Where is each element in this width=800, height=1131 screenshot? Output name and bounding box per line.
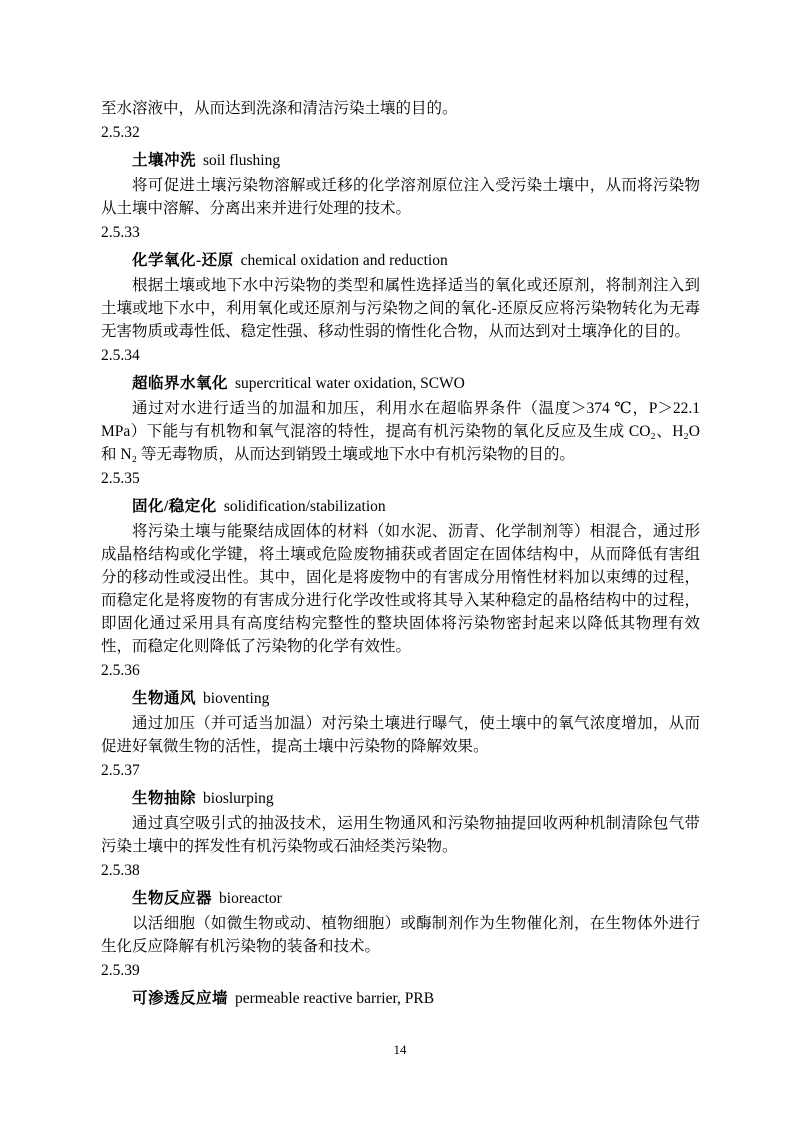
term-zh: 生物抽除	[132, 790, 197, 807]
term-definition: 将污染土壤与能聚结成固体的材料（如水泥、沥青、化学制剂等）相混合，通过形成晶格结构或化学键，将土壤或危险废物捕获或者固定在固体结构中，从而降低有害组分的移动性或浸出性。其中，固化是将废物中的有害成分用惰性材料加以束缚的过程，而稳定化是将废物的有害成分进行化学改性或将其导入某种稳定的晶格结构中的过程，即固化通过采用具有高度结构完整性的整块固体将污染物密封起来以降低其物理有效性，而稳定化则降低了污染物的化学有效性。	[101, 523, 700, 655]
term-heading	[101, 149, 700, 172]
page-number: 14	[393, 1042, 407, 1057]
term-definition: 通过加压（并可适当加温）对污染土壤进行曝气，使土壤中的氧气浓度增加，从而促进好氧微生物的活性，提高土壤中污染物的降解效果。	[101, 715, 700, 755]
section-number: 2.5.36	[101, 662, 140, 679]
term-heading	[101, 787, 700, 810]
term-en: soil flushing	[203, 152, 281, 169]
section-number: 2.5.35	[101, 470, 140, 487]
term-definition: 通过对水进行适当的加温和加压，利用水在超临界条件（温度＞374 ℃，P＞22.1 MPa）下能与有机物和氧气混溶的特性，提高有机污染物的氧化反应及生成 CO₂、H₂O 和 N₂ 等无毒物质，从而达到销毁土壤或地下水中有机污染物的目的。	[101, 400, 700, 463]
section-number: 2.5.34	[101, 347, 140, 364]
term-heading	[101, 887, 700, 910]
term-definition: 以活细胞（如微生物或动、植物细胞）或酶制剂作为生物催化剂，在生物体外进行生化反应降解有机污染物的装备和技术。	[101, 915, 700, 955]
term-section-2-5-37	[101, 759, 700, 858]
term-section-2-5-32	[101, 121, 700, 220]
term-en: chemical oxidation and reduction	[240, 252, 448, 269]
term-en: bioslurping	[203, 790, 274, 807]
term-en: bioreactor	[219, 890, 282, 907]
term-section-2-5-33	[101, 221, 700, 343]
term-zh: 超临界水氧化	[132, 375, 229, 392]
term-heading	[101, 687, 700, 710]
term-definition: 通过真空吸引式的抽汲技术，运用生物通风和污染物抽提回收两种机制清除包气带污染土壤中的挥发性有机污染物或石油烃类污染物。	[101, 815, 700, 855]
term-definition: 将可促进土壤污染物溶解或迁移的化学溶剂原位注入受污染土壤中，从而将污染物从土壤中溶解、分离出来并进行处理的技术。	[101, 177, 700, 217]
term-zh: 土壤冲洗	[132, 152, 197, 169]
term-definition: 根据土壤或地下水中污染物的类型和属性选择适当的氧化或还原剂，将制剂注入到土壤或地下水中，利用氧化或还原剂与污染物之间的氧化-还原反应将污染物转化为无毒无害物质或毒性低、稳定性强、移动性弱的惰性化合物，从而达到对土壤净化的目的。	[101, 277, 700, 340]
term-zh: 可渗透反应墙	[132, 990, 229, 1007]
term-en: bioventing	[203, 690, 270, 707]
section-number: 2.5.39	[101, 962, 140, 979]
term-zh: 固化/稳定化	[132, 498, 217, 515]
term-zh: 生物反应器	[132, 890, 213, 907]
continuation-paragraph: 至水溶液中，从而达到洗涤和清洁污染土壤的目的。	[101, 100, 458, 117]
section-number: 2.5.38	[101, 862, 140, 879]
section-number: 2.5.33	[101, 224, 140, 241]
term-heading	[101, 372, 700, 395]
term-section-2-5-38	[101, 859, 700, 958]
term-en: permeable reactive barrier, PRB	[235, 990, 435, 1007]
term-en: supercritical water oxidation, SCWO	[235, 375, 465, 392]
section-number: 2.5.32	[101, 124, 140, 141]
term-en: solidification/stabilization	[223, 498, 386, 515]
section-number: 2.5.37	[101, 762, 140, 779]
term-section-2-5-36	[101, 659, 700, 758]
term-section-2-5-39	[101, 959, 700, 1010]
term-heading	[101, 495, 700, 518]
term-section-2-5-34	[101, 344, 700, 466]
term-zh: 生物通风	[132, 690, 197, 707]
term-heading	[101, 249, 700, 272]
term-section-2-5-35	[101, 467, 700, 658]
term-zh: 化学氧化-还原	[132, 252, 234, 269]
term-heading	[101, 987, 700, 1010]
